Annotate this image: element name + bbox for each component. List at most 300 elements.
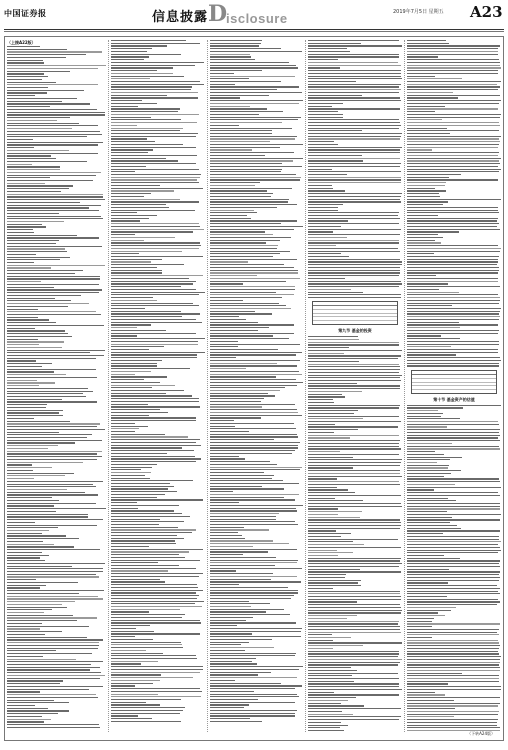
text-line — [210, 579, 271, 580]
text-line — [407, 618, 434, 619]
text-line — [7, 95, 35, 96]
text-line — [111, 385, 175, 386]
text-line — [111, 212, 137, 213]
text-line — [308, 473, 400, 474]
text-line — [111, 163, 196, 164]
text-line — [407, 612, 438, 613]
header-rule-secondary — [4, 31, 504, 32]
text-line — [308, 637, 351, 638]
text-line — [111, 346, 164, 347]
text-line — [308, 522, 401, 523]
text-line — [407, 508, 500, 509]
text-line — [407, 111, 435, 112]
text-line — [7, 224, 42, 225]
text-line — [308, 664, 398, 665]
text-line — [407, 270, 499, 271]
text-line — [407, 158, 501, 159]
text-line — [407, 621, 432, 622]
text-line — [308, 563, 402, 564]
text-line — [7, 593, 79, 594]
text-line — [210, 128, 292, 129]
text-line — [407, 454, 444, 455]
text-line — [210, 352, 302, 353]
text-line — [308, 495, 401, 496]
text-line — [210, 655, 295, 656]
text-line — [210, 398, 264, 399]
text-line — [7, 339, 38, 340]
text-line — [111, 229, 204, 230]
text-line — [308, 385, 400, 386]
text-line — [308, 256, 349, 257]
text-line — [308, 552, 353, 553]
text-line — [407, 410, 438, 411]
text-line — [407, 522, 450, 523]
text-line — [407, 481, 500, 482]
text-line — [111, 283, 193, 284]
text-line — [210, 185, 255, 186]
text-line — [7, 445, 58, 446]
text-line — [210, 234, 273, 235]
text-line — [7, 705, 35, 706]
text-line — [7, 210, 99, 211]
text-line — [210, 683, 281, 684]
text-line — [308, 700, 348, 701]
text-line — [407, 81, 501, 82]
text-line — [7, 691, 40, 692]
text-line — [308, 97, 400, 98]
text-line — [407, 245, 498, 246]
text-line — [111, 365, 157, 366]
text-line — [7, 716, 42, 717]
text-line — [308, 418, 363, 419]
text-line — [7, 549, 100, 550]
text-line — [7, 183, 45, 184]
text-line — [407, 446, 499, 447]
text-line — [210, 694, 297, 695]
text-line — [308, 199, 400, 200]
text-line — [308, 283, 402, 284]
text-line — [111, 152, 148, 153]
text-line — [7, 382, 55, 383]
text-line — [308, 394, 342, 395]
text-line — [111, 699, 181, 700]
text-line — [111, 182, 199, 183]
text-line — [210, 428, 296, 429]
text-line — [308, 204, 343, 205]
text-line — [407, 727, 500, 728]
text-line — [308, 585, 361, 586]
header-rule — [4, 29, 504, 30]
text-line — [210, 546, 253, 547]
text-line — [308, 369, 400, 370]
text-line — [111, 584, 197, 585]
text-line — [308, 391, 362, 392]
newspaper-masthead: 中国证券报 — [4, 8, 47, 18]
text-line — [111, 357, 197, 358]
text-line — [7, 669, 90, 670]
text-line — [7, 664, 91, 665]
text-line — [7, 404, 47, 405]
text-line — [210, 524, 298, 525]
text-line — [111, 480, 193, 481]
text-line — [308, 670, 357, 671]
text-line — [111, 242, 200, 243]
text-line — [407, 697, 500, 698]
text-line — [111, 505, 179, 506]
text-line — [308, 560, 400, 561]
text-line — [111, 360, 162, 361]
text-line — [111, 177, 200, 178]
text-line — [111, 434, 165, 435]
text-line — [7, 552, 42, 553]
text-line — [111, 458, 201, 459]
text-line — [407, 237, 443, 238]
text-line — [407, 130, 499, 131]
text-line — [308, 212, 399, 213]
text-line — [111, 606, 202, 607]
text-line — [407, 125, 500, 126]
text-line — [210, 97, 240, 98]
text-line — [210, 625, 237, 626]
text-line — [308, 242, 399, 243]
text-line — [308, 163, 401, 164]
text-line — [308, 347, 349, 348]
text-line — [111, 647, 183, 648]
text-line — [7, 607, 67, 608]
text-line — [7, 385, 39, 386]
text-line — [308, 539, 398, 540]
text-line — [308, 716, 401, 717]
text-line — [7, 270, 83, 271]
text-line — [210, 445, 298, 446]
text-line — [210, 404, 295, 405]
text-line — [7, 333, 68, 334]
text-line — [210, 297, 282, 298]
text-line — [308, 508, 338, 509]
text-line — [308, 571, 401, 572]
text-line — [7, 546, 74, 547]
text-line — [407, 327, 460, 328]
text-line — [111, 272, 162, 273]
text-line — [7, 721, 44, 722]
text-line — [7, 84, 98, 85]
text-line — [111, 185, 160, 186]
text-line — [407, 275, 436, 276]
text-line — [407, 560, 500, 561]
text-line — [7, 311, 96, 312]
text-line — [7, 637, 87, 638]
text-line — [210, 54, 250, 55]
text-line — [7, 199, 105, 200]
text-line — [308, 694, 399, 695]
text-line — [7, 530, 49, 531]
text-line — [308, 402, 334, 403]
text-lines — [210, 40, 303, 722]
text-line — [210, 133, 272, 134]
text-line — [308, 182, 401, 183]
text-line — [407, 333, 498, 334]
text-line — [407, 297, 500, 298]
text-line — [308, 278, 345, 279]
text-line — [210, 330, 258, 331]
text-line — [111, 251, 182, 252]
text-line — [111, 543, 176, 544]
text-line — [407, 341, 499, 342]
text-line — [210, 718, 250, 719]
text-line — [7, 412, 59, 413]
text-line — [7, 65, 106, 66]
text-line — [407, 344, 499, 345]
text-line — [308, 207, 338, 208]
text-line — [210, 601, 249, 602]
text-line — [210, 283, 243, 284]
text-line — [210, 253, 280, 254]
text-line — [111, 456, 195, 457]
text-line — [111, 149, 153, 150]
text-line — [210, 204, 297, 205]
text-line — [407, 555, 444, 556]
text-line — [210, 540, 273, 541]
text-line — [7, 139, 33, 140]
text-line — [308, 89, 401, 90]
text-line — [308, 377, 400, 378]
text-line — [407, 500, 456, 501]
text-line — [210, 76, 295, 77]
text-line — [407, 607, 456, 608]
text-line — [210, 609, 284, 610]
text-line — [407, 416, 441, 417]
text-line — [111, 519, 160, 520]
text-line — [210, 721, 262, 722]
text-line — [308, 577, 345, 578]
text-line — [407, 506, 500, 507]
text-line — [7, 358, 96, 359]
text-line — [7, 527, 58, 528]
text-line — [407, 413, 443, 414]
text-line — [407, 626, 432, 627]
text-line — [111, 461, 196, 462]
text-line — [7, 314, 101, 315]
text-line — [111, 497, 157, 498]
text-line — [308, 234, 400, 235]
text-line — [7, 582, 78, 583]
text-line — [407, 231, 459, 232]
text-line — [7, 134, 102, 135]
text-line — [7, 281, 41, 282]
text-line — [407, 264, 497, 265]
text-line — [308, 108, 400, 109]
text-line — [7, 298, 55, 299]
text-line — [111, 404, 148, 405]
text-line — [210, 513, 279, 514]
text-line — [111, 237, 175, 238]
text-line — [308, 229, 401, 230]
text-line — [308, 503, 401, 504]
text-line — [210, 245, 278, 246]
text-line — [7, 626, 89, 627]
text-line — [308, 484, 400, 485]
text-line — [7, 489, 67, 490]
text-line — [210, 519, 276, 520]
text-line — [7, 51, 102, 52]
text-line — [7, 596, 98, 597]
text-line — [308, 336, 358, 337]
text-line — [111, 488, 168, 489]
text-line — [407, 566, 500, 567]
text-line — [7, 683, 60, 684]
text-line — [210, 535, 242, 536]
text-line — [7, 287, 54, 288]
text-line — [111, 442, 196, 443]
text-line — [7, 500, 59, 501]
text-line — [407, 451, 435, 452]
text-line — [308, 437, 350, 438]
text-line — [407, 272, 498, 273]
text-line — [7, 114, 105, 115]
text-line — [407, 437, 498, 438]
text-line — [111, 710, 183, 711]
text-line — [407, 525, 457, 526]
text-line — [308, 462, 401, 463]
text-line — [111, 114, 199, 115]
text-line — [7, 232, 34, 233]
text-line — [210, 570, 236, 571]
text-line — [210, 163, 282, 164]
text-line — [7, 257, 70, 258]
text-line — [7, 697, 98, 698]
text-line — [7, 196, 103, 197]
text-line — [407, 78, 462, 79]
text-line — [407, 656, 501, 657]
text-line — [210, 663, 257, 664]
text-line — [407, 196, 440, 197]
text-line — [407, 593, 500, 594]
text-line — [111, 601, 204, 602]
text-line — [308, 446, 399, 447]
text-line — [407, 651, 498, 652]
text-line — [111, 281, 196, 282]
text-line — [308, 692, 334, 693]
text-line — [7, 352, 90, 353]
text-line — [111, 721, 181, 722]
text-line — [7, 322, 56, 323]
text-line — [407, 558, 460, 559]
text-line — [407, 283, 448, 284]
text-line — [308, 500, 363, 501]
text-line — [111, 663, 141, 664]
text-line — [407, 673, 462, 674]
text-line — [210, 543, 289, 544]
text-line — [111, 587, 198, 588]
text-line — [407, 536, 499, 537]
text-line — [308, 297, 401, 298]
text-line — [308, 292, 363, 293]
text-line — [210, 275, 257, 276]
text-line — [308, 596, 401, 597]
text-line — [111, 259, 162, 260]
text-line — [210, 95, 269, 96]
text-line — [210, 658, 256, 659]
text-line — [407, 467, 448, 468]
text-line — [7, 251, 67, 252]
text-line — [210, 469, 300, 470]
column-divider — [305, 40, 306, 732]
text-line — [111, 223, 199, 224]
text-line — [210, 108, 267, 109]
text-line — [308, 84, 401, 85]
text-line — [7, 117, 70, 118]
text-line — [111, 100, 142, 101]
text-line — [407, 303, 499, 304]
text-line — [210, 212, 257, 213]
text-line — [308, 133, 402, 134]
data-table — [312, 301, 398, 325]
text-line — [407, 152, 499, 153]
text-line — [407, 220, 497, 221]
text-line — [7, 221, 64, 222]
text-line — [308, 448, 401, 449]
text-line — [7, 191, 61, 192]
text-line — [7, 432, 59, 433]
text-line — [7, 514, 88, 515]
text-line — [7, 453, 97, 454]
text-line — [308, 478, 337, 479]
section-title-english: isclosure — [226, 11, 288, 26]
text-line — [111, 464, 157, 465]
text-lines — [111, 40, 205, 722]
section-logo-letter: D — [208, 1, 228, 27]
text-line — [111, 412, 168, 413]
text-line — [308, 122, 400, 123]
text-line — [111, 289, 196, 290]
text-line — [210, 704, 249, 705]
text-line — [7, 292, 99, 293]
text-line — [210, 426, 235, 427]
text-column-2 — [111, 40, 205, 732]
text-line — [407, 188, 435, 189]
text-line — [210, 420, 234, 421]
text-line — [210, 256, 273, 257]
text-line — [111, 73, 173, 74]
text-line — [210, 532, 238, 533]
text-line — [407, 457, 462, 458]
text-line — [111, 261, 151, 262]
text-line — [210, 666, 303, 667]
text-line — [111, 48, 152, 49]
text-line — [308, 201, 401, 202]
text-line — [111, 144, 183, 145]
text-line — [308, 648, 333, 649]
text-line — [7, 330, 65, 331]
text-column-3 — [210, 40, 303, 732]
text-line — [210, 149, 252, 150]
text-line — [308, 451, 340, 452]
text-line — [111, 409, 160, 410]
text-line — [111, 308, 145, 309]
text-line — [210, 614, 290, 615]
text-line — [407, 108, 498, 109]
text-line — [210, 417, 261, 418]
text-line — [7, 478, 34, 479]
text-line — [308, 215, 398, 216]
text-line — [407, 51, 498, 52]
text-line — [210, 303, 279, 304]
text-line — [210, 130, 272, 131]
text-line — [210, 628, 302, 629]
text-line — [7, 667, 100, 668]
text-line — [308, 615, 357, 616]
column-divider — [108, 40, 109, 732]
